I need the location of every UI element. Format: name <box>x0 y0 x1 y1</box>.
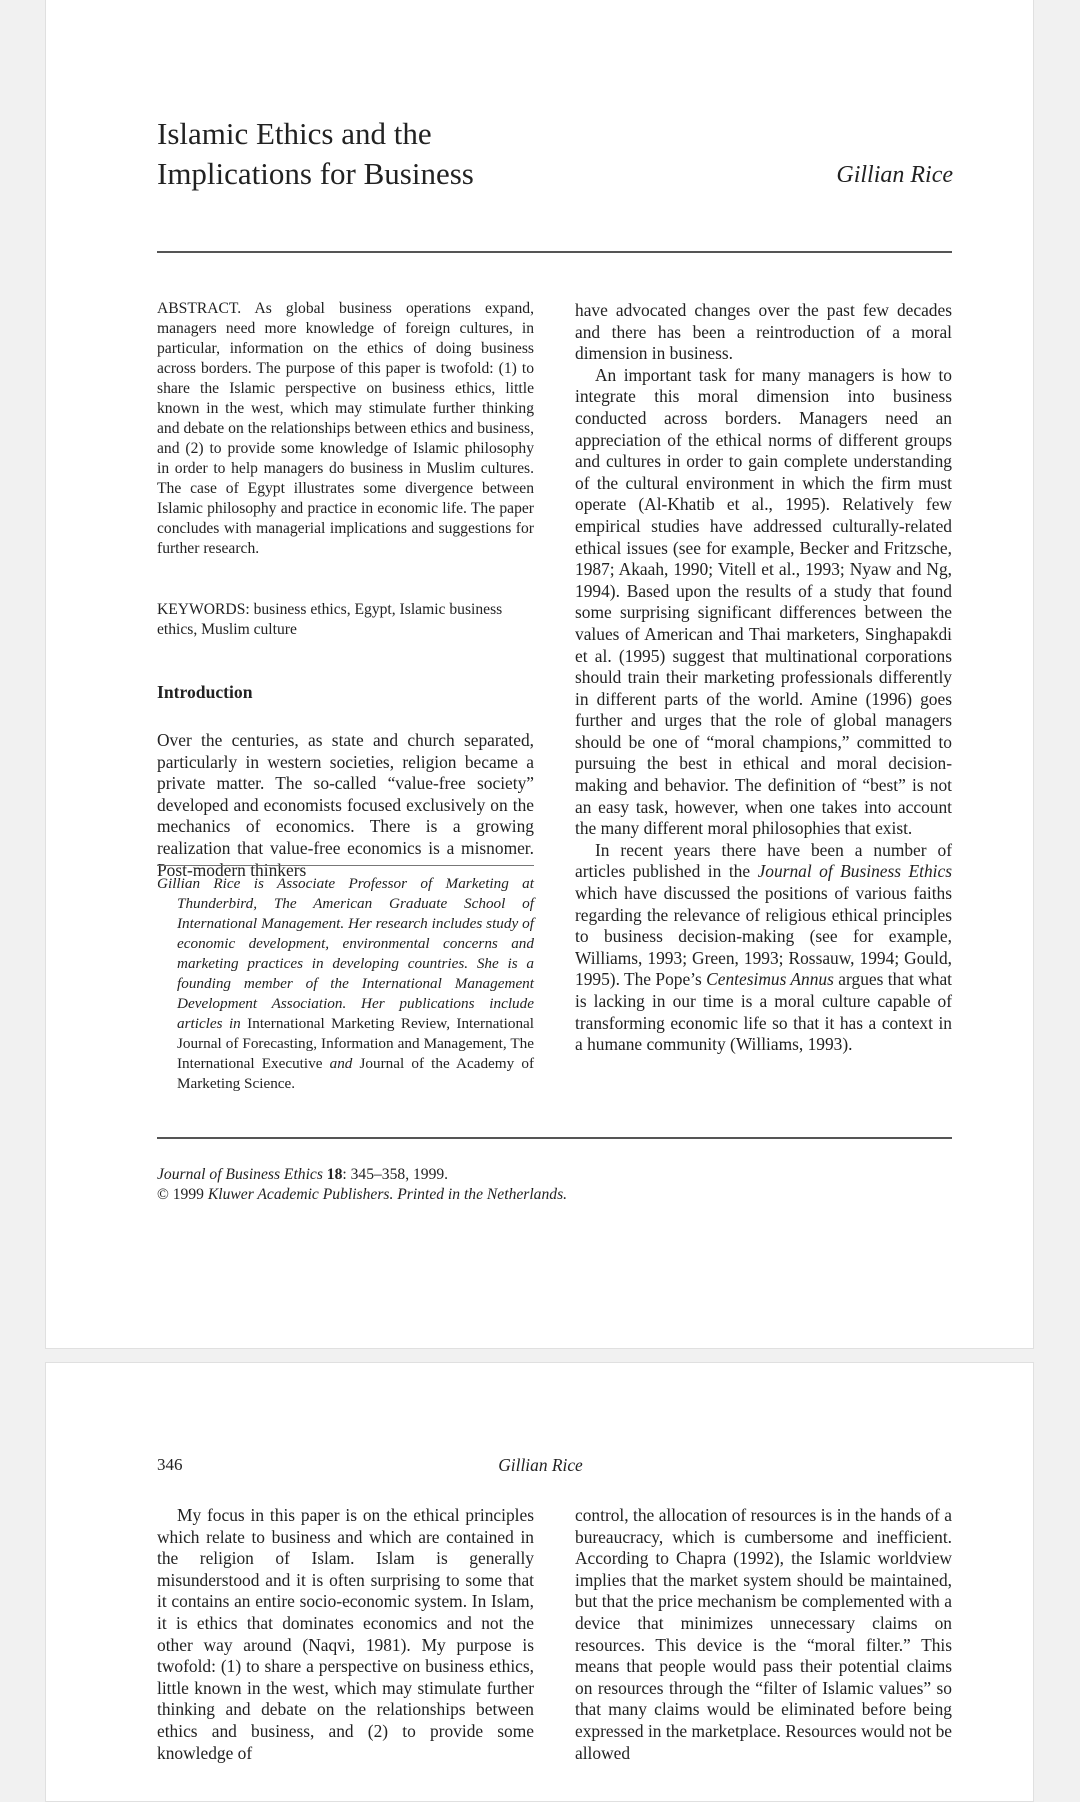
title-line-1: Islamic Ethics and the <box>157 116 432 151</box>
bio-and: and <box>329 1055 353 1072</box>
page2-left-column <box>157 1505 534 1764</box>
journal-title: Journal of Business Ethics <box>757 861 952 882</box>
abstract-text: ABSTRACT. As global business operations expand, managers need more knowledge of foreign cultures, in particular, information on the ethics of doing business across borders. The purpose of this paper is twofold: (1) to share the Islamic perspective on business ethics, little known in the west, which may stimulate further thinking and debate on the relationships between ethics and business, and (2) to provide some knowledge of Islamic philosophy in order to help managers do business in Muslim cultures. The case of Egypt illustrates some divergence between Islamic philosophy and practice in economic life. The paper concludes with managerial implications and suggestions for further research. <box>157 300 534 557</box>
right-column <box>575 300 952 1056</box>
bio-journals-b: Journal of the Academy of Marketing Science. <box>177 1055 534 1092</box>
footer-rule <box>157 1137 952 1139</box>
author-bio <box>157 865 534 1094</box>
footer-copyright: © 1999 Kluwer Academic Publishers. Printed in the Netherlands. <box>157 1186 568 1203</box>
introduction-text <box>157 730 534 881</box>
page2-left-paragraph: My focus in this paper is on the ethical principles which relate to business and which are contained in the religion of Islam. Islam is generally misunderstood and it is often surprising to some that it contains an entire socio-economic system. In Islam, it is ethics that dominates economics and not the other way around (Naqvi, 1981). My purpose is twofold: (1) to share a perspective on business ethics, little known in the west, which may stimulate further thinking and debate on the relationships between ethics and business, and (2) to provide some knowledge of <box>157 1505 534 1763</box>
title-rule <box>157 251 952 253</box>
footer-citation: Journal of Business Ethics 18: 345–358, 1999. <box>157 1166 449 1183</box>
section-heading-introduction: Introduction <box>157 682 253 702</box>
right-paragraph-2: An important task for many managers is how to integrate this moral dimension into business conducted across borders. Managers need an appreciation of the ethical norms of different groups and cultures in order to gain complete understanding of the cultural environment in which the firm must operate (Al-Khatib et al., 1995). Relatively few empirical studies have addressed culturally-related ethical issues (see for example, Becker and Fritzsche, 1987; Akaah, 1990; Vitell et al., 1993; Nyaw and Ng, 1994). Based upon the results of a study that found some surprising significant differences between the values of American and Thai marketers, Singhapakdi et al. (1995) suggest that multinational corporations should train their marketing professionals differently in different parts of the world. Amine (1996) goes further and urges that the role of global managers should be one of “moral champions,” committed to pursuing the best in ethical and moral decision-making and behavior. The definition of “best” is not an easy task, however, when one takes into account the many different moral philosophies that exist. <box>575 364 952 839</box>
title-line-2: Implications for Business <box>157 156 474 191</box>
abstract <box>157 299 534 559</box>
paper-title <box>157 114 474 194</box>
right-paragraph-3: In recent years there have been a number of articles published in the Journal of Business Ethics which have discussed the positions of various faiths regarding the relevance of religious ethical principles to business decision-making (see for example, Williams, 1993; Green, 1993; Rossauw, 1994; Gould, 1995). The Pope’s Centesimus Annus argues that what is lacking in our time is a moral culture capable of transforming economic life so that it has a context in a humane community (Williams, 1993). <box>575 839 953 1055</box>
bio-journals-a: International Marketing Review, International Journal of Forecasting, Information and Management, The International Executive <box>177 1015 535 1072</box>
page2-right-paragraph: control, the allocation of resources is in the hands of a bureaucracy, which is cumbersome and inefficient. According to Chapra (1992), the Islamic worldview implies that the market system should be maintained, but that the price mechanism be complemented with a device that minimizes unnecessary claims on resources. This device is the “moral filter.” This means that people would pass their potential claims on resources through the “filter of Islamic values” so that many claims would be eliminated before being expressed in the marketplace. Resources would not be allowed <box>575 1505 952 1763</box>
page-1 <box>45 0 1034 1349</box>
keywords <box>157 600 534 640</box>
page-2 <box>45 1362 1034 1802</box>
page-number: 346 <box>157 1455 183 1474</box>
intro-paragraph: Over the centuries, as state and church separated, particularly in western societies, religion became a private matter. The so-called “value-free society” developed and economists focused exclusively on the mechanics of economics. There is a growing realization that value-free economics is a misnomer. Post-modern thinkers <box>157 730 534 880</box>
encyclical-title: Centesimus Annus <box>706 969 834 990</box>
keywords-text: KEYWORDS: business ethics, Egypt, Islamic business ethics, Muslim culture <box>157 601 503 638</box>
running-head: Gillian Rice <box>498 1455 583 1475</box>
journal-footer <box>157 1165 567 1205</box>
author-name: Gillian Rice <box>836 162 953 188</box>
page2-right-column <box>575 1505 952 1764</box>
bio-text: Gillian Rice is Associate Professor of Marketing at Thunderbird, The American Graduate School of International Management. Her research includes study of economic development, environmental concerns and marketing practices in developing countries. She is a founding member of the International Management Development Association. Her publications include articles in <box>157 875 534 1032</box>
right-paragraph-1: have advocated changes over the past few decades and there has been a reintroduction of a moral dimension in business. <box>575 300 952 364</box>
